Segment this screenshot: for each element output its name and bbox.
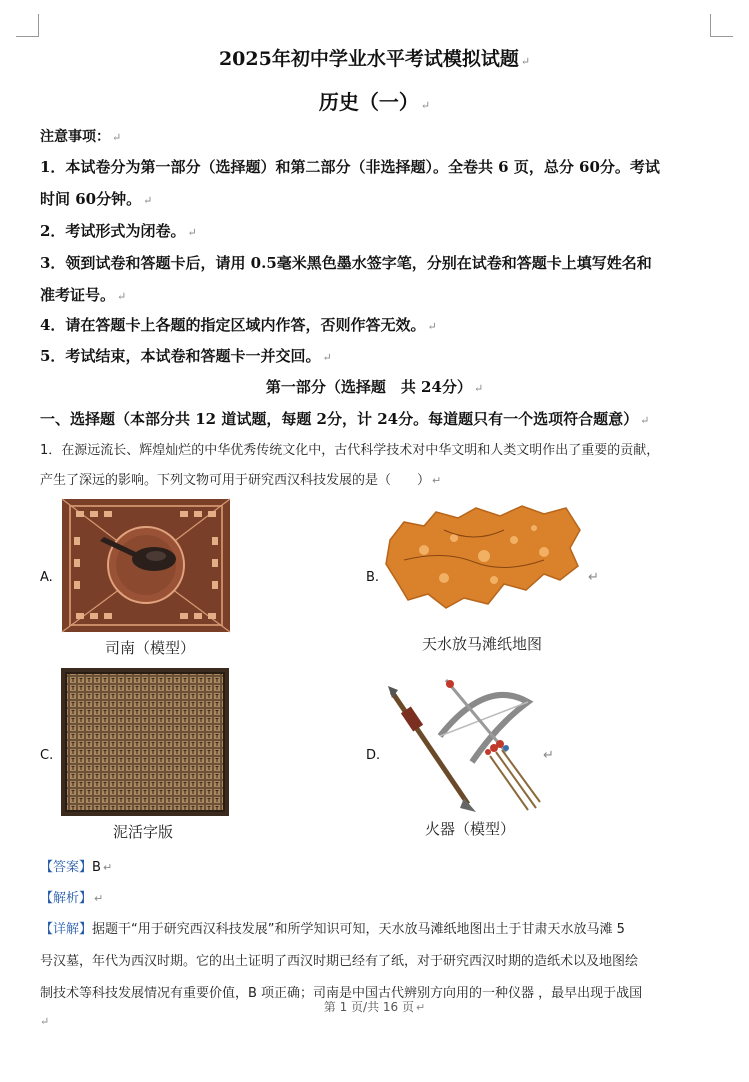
page-footer: 第 1 页/共 16 页 ↵ (323, 1000, 426, 1014)
note-line: 2．考试形式为闭卷。 ↵ (40, 222, 197, 240)
firearm-icon (386, 672, 546, 814)
crop-mark-top-right (710, 14, 733, 37)
option-d-letter: D. (366, 748, 381, 763)
analysis-label: 【解析】 ↵ (40, 891, 104, 906)
option-a-caption: 司南（模型） (105, 639, 196, 657)
note-line: 3．领到试卷和答题卡后，请用 0.5毫米黑色墨水签字笔，分别在试卷和答题卡上填写姓名和 (40, 254, 652, 272)
note-line: 1．本试卷分为第一部分（选择题）和第二部分（非选择题）。全卷共 6 页，总分 60分。考试 (40, 158, 660, 176)
option-b-caption: 天水放马滩纸地图 (422, 635, 543, 653)
option-a-letter: A. (40, 570, 53, 585)
paper-map-icon (384, 500, 584, 612)
option-c-caption: 泥活字版 (113, 823, 174, 841)
note-line: 时间 60分钟。 ↵ (40, 190, 153, 208)
answer-line: 【答案】B ↵ (40, 860, 113, 875)
question-stem: 1．在源远流长、辉煌灿烂的中华优秀传统文化中，古代科学技术对中华文明和人类文明作出了重要的贡献， (40, 443, 660, 458)
crop-mark-top-left (16, 14, 39, 37)
option-b-letter: B. (366, 570, 380, 585)
paragraph-mark: ↵ (543, 748, 554, 763)
paragraph-mark: ↵ (40, 1015, 50, 1028)
notes-heading: 注意事项： ↵ (40, 129, 122, 145)
detail-line: 号汉墓，年代为西汉时期。它的出土证明了西汉时期已经有了纸，对于研究西汉时期的造纸术以及地图绘 (40, 954, 639, 969)
paragraph-mark: ↵ (588, 570, 599, 585)
option-d-caption: 火器（模型） (425, 820, 516, 838)
section-instruction: 一、选择题（本部分共 12 道试题，每题 2分，计 24分。每道题只有一个选项符合题意） ↵ (40, 410, 650, 428)
detail-line: 【详解】据题干“用于研究西汉科技发展”和所学知识可知，天水放马滩纸地图出土于甘肃天水放马滩 5 (40, 922, 625, 937)
note-line: 4．请在答题卡上各题的指定区域内作答，否则作答无效。 ↵ (40, 316, 437, 334)
exam-subtitle: 历史（一） ↵ (318, 90, 431, 114)
detail-line: 制技术等科技发展情况有重要价值，B 项正确；司南是中国古代辨别方向用的一种仪器 ，最早出现于战国 (40, 986, 643, 1001)
detail-label: 【详解】 (40, 922, 93, 937)
section-title: 第一部分（选择题 共 24分） ↵ (265, 378, 484, 396)
type-block-icon (61, 668, 229, 816)
compass-icon (60, 497, 232, 634)
option-c-letter: C. (40, 748, 54, 763)
question-stem: 产生了深远的影响。下列文物可用于研究西汉科技发展的是（ ） ↵ (40, 473, 442, 488)
note-line: 5．考试结束，本试卷和答题卡一并交回。 ↵ (40, 347, 332, 365)
note-line: 准考证号。 ↵ (40, 286, 127, 304)
exam-title: 2025年初中学业水平考试模拟试题 ↵ (218, 48, 531, 70)
